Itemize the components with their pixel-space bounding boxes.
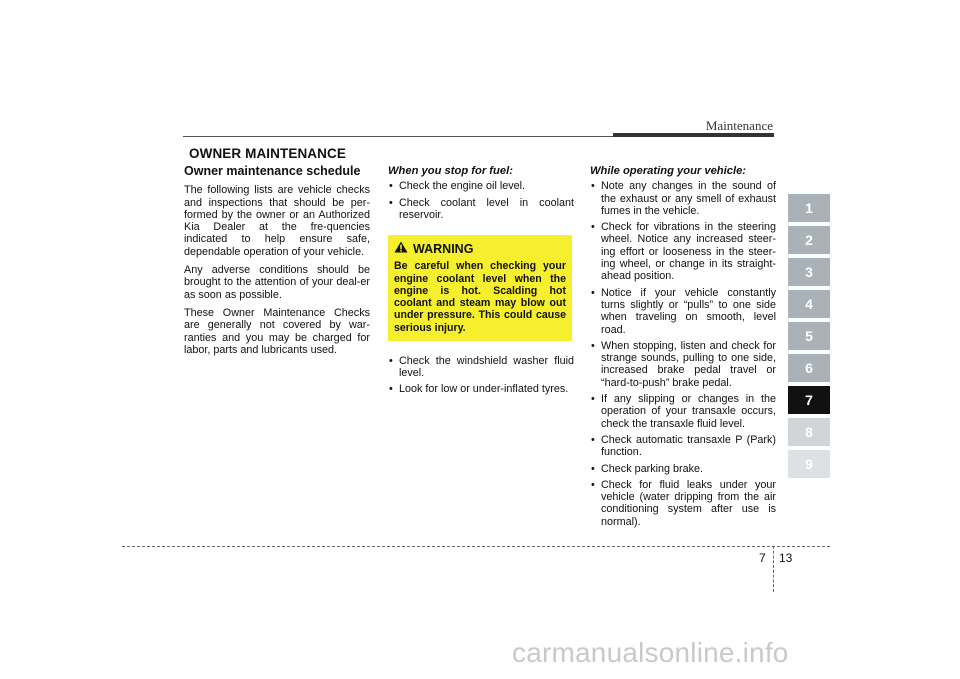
operating-list [590,180,776,528]
list-item: • Check parking brake. [590,463,776,475]
chapter-tab-7[interactable]: 7 [788,386,830,414]
warning-header [394,241,566,256]
warning-box [388,235,572,341]
list-item: • Look for low or under-inflated tyres. [388,383,574,395]
column-operating [590,165,776,532]
fuel-stop-list [388,180,574,221]
list-item: • Check for vibrations in the steering wheel. Notice any increased steer-ing effort or looseness in the steer-ing wheel, or change in its straight-ahead position. [590,221,776,282]
warning-text: Be careful when checking your engine coolant level when the engine is hot. Scalding hot coolant and steam may blow out under pressure. This could cause serious injury. [394,260,566,334]
footer-divider [773,546,774,592]
chapter-tab-8[interactable]: 8 [788,418,830,446]
warning-title: WARNING [413,241,474,256]
chapter-tab-1[interactable]: 1 [788,194,830,222]
chapter-number: 7 [759,551,766,565]
chapter-tabs [788,194,830,482]
chapter-tab-9[interactable]: 9 [788,450,830,478]
chapter-tab-2[interactable]: 2 [788,226,830,254]
column-fuel-stop [388,165,574,400]
warning-triangle-icon [394,241,408,256]
column-intro [184,165,370,362]
fuel-stop-list-continued [388,355,574,396]
fuel-stop-heading: When you stop for fuel: [388,165,513,177]
section-label: Maintenance [705,118,773,133]
list-item: • Check coolant level in coolant reservoir. [388,197,574,222]
chapter-tab-3[interactable]: 3 [788,258,830,286]
intro-paragraph: The following lists are vehicle checks and inspections that should be per-formed by the owner or an Authorized Kia Dealer at the fre-quencies indicated to help ensure safe, dependable operation of your vehicle. [184,184,370,258]
header-rule-accent [613,133,774,137]
operating-heading: While operating your vehicle: [590,165,747,177]
page-title: OWNER MAINTENANCE [189,146,346,161]
footer-rule [122,546,830,547]
list-item: • If any slipping or changes in the operation of your transaxle occurs, check the transaxle fluid level. [590,393,776,430]
list-item: • Note any changes in the sound of the exhaust or any smell of exhaust fumes in the vehicle. [590,180,776,217]
chapter-tab-5[interactable]: 5 [788,322,830,350]
watermark: carmanualsonline.info [512,637,789,668]
chapter-tab-6[interactable]: 6 [788,354,830,382]
intro-paragraph: Any adverse conditions should be brought to the attention of your deal-er as soon as possible. [184,264,370,301]
chapter-tab-4[interactable]: 4 [788,290,830,318]
list-item: • Notice if your vehicle constantly turns slightly or “pulls” to one side when traveling on smooth, level road. [590,287,776,336]
list-item: • Check the engine oil level. [388,180,574,192]
list-item: • Check the windshield washer fluid level. [388,355,574,380]
header-rule [183,136,613,137]
page-number: 13 [779,551,793,565]
list-item: • When stopping, listen and check for strange sounds, pulling to one side, increased brake pedal travel or “hard-to-push” brake pedal. [590,340,776,389]
section-subhead: Owner maintenance schedule [184,164,361,178]
list-item: • Check for fluid leaks under your vehicle (water dripping from the air conditioning system after use is normal). [590,479,776,528]
intro-paragraph: These Owner Maintenance Checks are generally not covered by war-ranties and you may be charged for labor, parts and lubricants used. [184,306,370,356]
list-item: • Check automatic transaxle P (Park) function. [590,434,776,459]
